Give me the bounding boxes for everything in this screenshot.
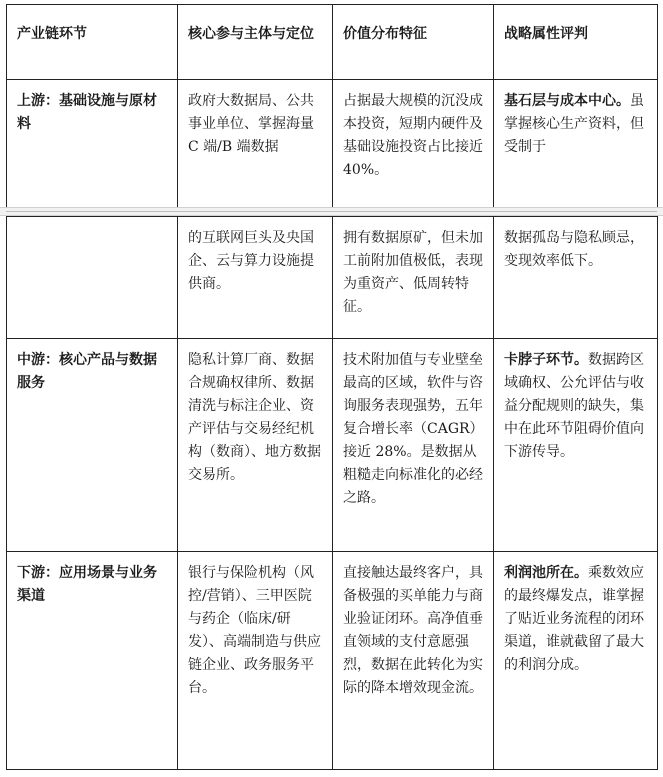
rating-text: 虽掌握核心生产资料，但受制于 bbox=[504, 93, 644, 155]
stage-cell bbox=[7, 217, 178, 339]
industry-chain-table-part1 bbox=[6, 4, 658, 208]
industry-chain-table-part2 bbox=[6, 216, 658, 770]
table-row bbox=[7, 217, 658, 339]
value-cell: 拥有数据原矿，但未加工前附加值极低，表现为重资产、低周转特征。 bbox=[333, 217, 494, 339]
header-participants: 核心参与主体与定位 bbox=[178, 5, 333, 80]
rating-cell bbox=[494, 552, 658, 770]
rating-cell bbox=[494, 217, 658, 339]
header-rating: 战略属性评判 bbox=[494, 5, 658, 80]
table-row bbox=[7, 552, 658, 770]
participants-cell: 银行与保险机构（风控/营销）、三甲医院与药企（临床/研发）、高端制造与供应链企业、政务服务平台。 bbox=[178, 552, 333, 770]
page-break-divider bbox=[0, 207, 663, 216]
rating-text: 数据孤岛与隐私顾忌，变现效率低下。 bbox=[504, 230, 644, 269]
rating-cell bbox=[494, 80, 658, 208]
participants-cell: 隐私计算厂商、数据合规确权律所、数据清洗与标注企业、资产评估与交易经纪机构（数商）、地方数据交易所。 bbox=[178, 339, 333, 552]
value-cell: 占据最大规模的沉没成本投资，短期内硬件及基础设施投资占比接近 40%。 bbox=[333, 80, 494, 208]
table-header-row bbox=[7, 5, 658, 80]
rating-bold: 基石层与成本中心。 bbox=[504, 93, 630, 109]
header-value: 价值分布特征 bbox=[333, 5, 494, 80]
rating-bold: 利润池所在。 bbox=[504, 565, 588, 581]
stage-cell: 下游：应用场景与业务渠道 bbox=[7, 552, 178, 770]
value-cell: 技术附加值与专业壁垒最高的区域，软件与咨询服务表现强势，五年复合增长率（CAGR）接近 28%。是数据从粗糙走向标准化的必经之路。 bbox=[333, 339, 494, 552]
rating-text: 乘数效应的最终爆发点，谁掌握了贴近业务流程的闭环渠道，谁就截留了最大的利润分成。 bbox=[504, 565, 644, 673]
participants-cell: 政府大数据局、公共事业单位、掌握海量 C 端/B 端数据 bbox=[178, 80, 333, 208]
value-cell: 直接触达最终客户，具备极强的买单能力与商业验证闭环。高净值垂直领域的支付意愿强烈，数据在此转化为实际的降本增效现金流。 bbox=[333, 552, 494, 770]
table-row bbox=[7, 339, 658, 552]
table-row bbox=[7, 80, 658, 208]
header-stage: 产业链环节 bbox=[7, 5, 178, 80]
rating-bold: 卡脖子环节。 bbox=[504, 352, 588, 368]
rating-text: 数据跨区域确权、公允评估与收益分配规则的缺失，集中在此环节阻碍价值向下游传导。 bbox=[504, 352, 644, 460]
stage-cell: 中游：核心产品与数据服务 bbox=[7, 339, 178, 552]
rating-cell bbox=[494, 339, 658, 552]
participants-cell: 的互联网巨头及央国企、云与算力设施提供商。 bbox=[178, 217, 333, 339]
stage-cell: 上游：基础设施与原材料 bbox=[7, 80, 178, 208]
